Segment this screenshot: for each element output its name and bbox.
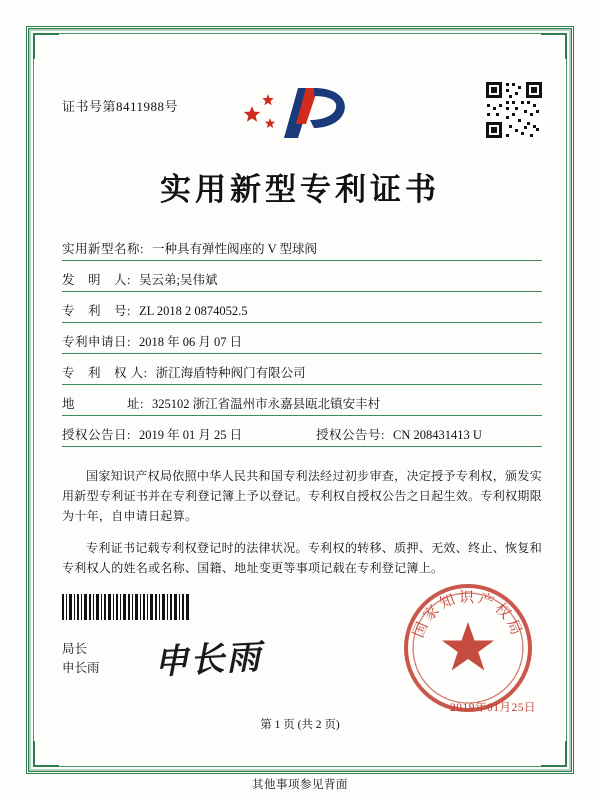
field-value: 2018 年 06 月 07 日 <box>138 335 243 349</box>
field-list <box>62 230 542 447</box>
legal-text-block <box>62 454 542 580</box>
legal-paragraph-2: 专利证书记载专利权登记时的法律状况。专利权的转移、质押、无效、终止、恢复和专利权人的姓名或名称、国籍、地址变更等事项记载在专利登记簿上。 <box>62 541 542 575</box>
field-label: 发 明 人: <box>62 273 131 287</box>
seal-date: 2019年01月25日 <box>450 702 536 714</box>
director-title: 局长 <box>62 642 88 656</box>
field-value: 325102 浙江省温州市永嘉县瓯北镇安丰村 <box>151 397 381 411</box>
handwritten-signature: 申长雨 <box>153 637 264 683</box>
field-value: CN 208431413 U <box>392 428 482 442</box>
field-value: ZL 2018 2 0874052.5 <box>138 304 248 318</box>
barcode <box>62 594 190 620</box>
certificate-content <box>44 44 556 756</box>
director-label <box>62 640 100 678</box>
field-row-grant <box>62 416 542 447</box>
field-row-patent-number <box>62 292 542 323</box>
legal-paragraph-1: 国家知识产权局依照中华人民共和国专利法经过初步审查，决定授予专利权，颁发实用新型专利证书并在专利登记簿上予以登记。专利权自授权公告之日起生效。专利权期限为十年，自申请日起算。 <box>62 469 542 523</box>
field-label: 授权公告号: <box>316 428 385 442</box>
field-row-inventor <box>62 261 542 292</box>
field-value: 2019 年 01 月 25 日 <box>138 428 243 442</box>
field-value: 浙江海盾特种阀门有限公司 <box>155 366 306 380</box>
field-label: 专 利 号: <box>62 304 131 318</box>
grant-number-group <box>302 425 542 443</box>
field-label: 实用新型名称: <box>62 242 144 256</box>
field-row-patentee <box>62 354 542 385</box>
field-label: 授权公告日: <box>62 428 131 442</box>
field-value: 一种具有弹性阀座的 V 型球阀 <box>151 242 318 256</box>
page-number: 第 1 页 (共 2 页) <box>260 719 340 731</box>
field-label: 地 址: <box>62 397 144 411</box>
field-row-address <box>62 385 542 416</box>
grant-date-group <box>62 425 302 443</box>
field-value: 吴云弟;吴伟斌 <box>138 273 218 287</box>
back-side-note: 其他事项参见背面 <box>252 779 348 791</box>
official-seal <box>402 582 534 714</box>
director-name: 申长雨 <box>62 661 100 675</box>
field-label: 专 利 权 人: <box>62 366 148 380</box>
qr-code-icon <box>484 80 544 140</box>
field-row-invention-name <box>62 230 542 261</box>
cnipa-logo-icon <box>240 80 360 146</box>
page-title: 实用新型专利证书 <box>160 172 440 208</box>
field-label: 专利申请日: <box>62 335 131 349</box>
certificate-number: 证书号第8411988号 <box>62 99 179 114</box>
field-row-application-date <box>62 323 542 354</box>
svg-text:国家知识产权局: 国家知识产权局 <box>409 588 527 641</box>
